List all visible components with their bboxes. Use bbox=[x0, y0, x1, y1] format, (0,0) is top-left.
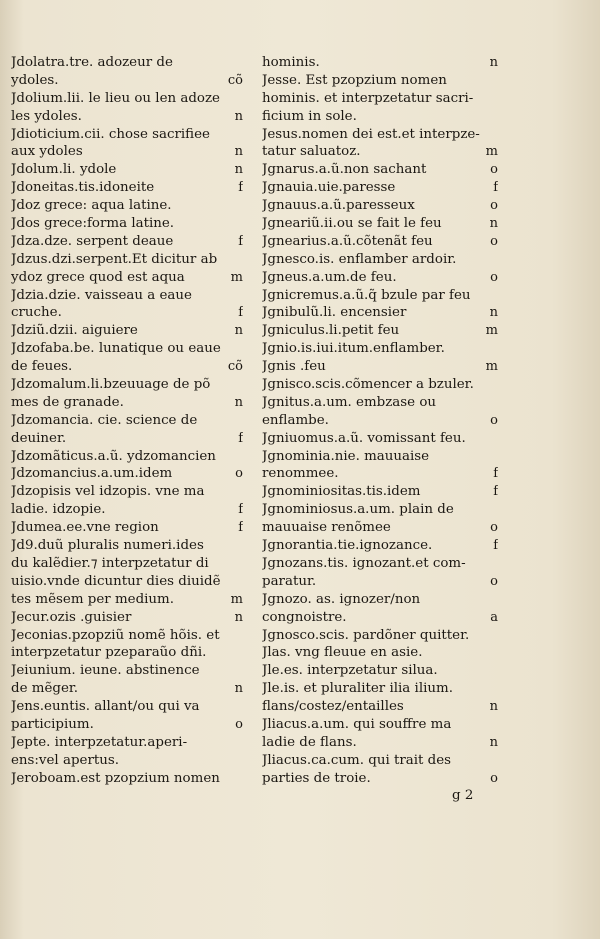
gender-mark: f bbox=[238, 305, 243, 321]
entry-text: Jdzomãticus.a.ũ. ydzomancien bbox=[11, 448, 216, 464]
gender-mark: o bbox=[490, 412, 498, 428]
entry-text: Jdzus.dzi.serpent.Et dicitur ab bbox=[11, 251, 218, 267]
entry-line bbox=[11, 251, 243, 269]
entry-line bbox=[11, 501, 243, 519]
entry-text: deuiner. bbox=[11, 430, 67, 446]
entry-line bbox=[11, 716, 243, 734]
entry-text: Jgniculus.li.petit feu bbox=[262, 323, 400, 339]
entry-text: Jgnozans.tis. ignozant.et com- bbox=[262, 555, 466, 571]
entry-text: Jdioticium.cii. chose sacrifiee bbox=[11, 126, 210, 142]
entry-line bbox=[262, 716, 498, 734]
entry-line bbox=[262, 448, 498, 466]
entry-line bbox=[11, 394, 243, 412]
entry-line bbox=[11, 161, 243, 179]
gender-mark: f bbox=[238, 502, 243, 518]
gender-mark: n bbox=[234, 144, 243, 160]
entry-text: Jgnisco.scis.cõmencer a bzuler. bbox=[262, 377, 474, 393]
entry-line bbox=[262, 376, 498, 394]
entry-text: Jgnauia.uie.paresse bbox=[262, 180, 396, 196]
gender-mark: m bbox=[485, 323, 498, 339]
entry-line bbox=[262, 251, 498, 269]
entry-line bbox=[262, 269, 498, 287]
entry-line bbox=[11, 54, 243, 72]
entry-text: Jdzia.dzie. vaisseau a eaue bbox=[11, 287, 192, 303]
entry-line bbox=[11, 376, 243, 394]
entry-line bbox=[11, 304, 243, 322]
gender-mark: f bbox=[238, 233, 243, 249]
entry-line bbox=[11, 269, 243, 287]
entry-text: Jgnis .feu bbox=[262, 359, 326, 375]
entry-line bbox=[11, 609, 243, 627]
entry-line bbox=[262, 287, 498, 305]
entry-text: hominis. bbox=[262, 55, 320, 70]
entry-text: Jdoz grece: aqua latine. bbox=[11, 198, 172, 214]
entry-line bbox=[11, 627, 243, 645]
entry-text: mauuaise renõmee bbox=[262, 520, 391, 536]
entry-text: tes mẽsem per medium. bbox=[11, 591, 175, 607]
entry-text: du kalẽdier.⁊ interpzetatur di bbox=[11, 555, 209, 571]
entry-line bbox=[262, 537, 498, 555]
entry-line bbox=[11, 698, 243, 716]
entry-line bbox=[262, 555, 498, 573]
entry-line bbox=[262, 54, 498, 72]
gender-mark: a bbox=[490, 609, 498, 625]
entry-line bbox=[11, 483, 243, 501]
entry-line bbox=[262, 90, 498, 108]
gender-mark: n bbox=[489, 55, 498, 70]
entry-text: aux ydoles bbox=[11, 144, 83, 160]
entry-text: participium. bbox=[11, 716, 94, 732]
entry-line bbox=[262, 734, 498, 752]
entry-line bbox=[262, 394, 498, 412]
entry-text: de feues. bbox=[11, 359, 73, 375]
entry-text: Jgnorantia.tie.ignozance. bbox=[262, 538, 433, 554]
entry-text: Jle.is. et pluraliter ilia ilium. bbox=[262, 681, 453, 697]
entry-text: Jdzopisis vel idzopis. vne ma bbox=[11, 484, 205, 500]
entry-line bbox=[262, 233, 498, 251]
entry-text: Jgniuomus.a.ũ. vomissant feu. bbox=[262, 430, 466, 446]
entry-text: enflambe. bbox=[262, 412, 329, 428]
gender-mark: m bbox=[230, 591, 243, 607]
entry-text: les ydoles. bbox=[11, 108, 82, 124]
gender-mark: n bbox=[489, 734, 498, 750]
entry-text: Jdolatra.tre. adozeur de bbox=[11, 55, 173, 70]
entry-text: tatur saluatoz. bbox=[262, 144, 361, 160]
entry-text: mes de granade. bbox=[11, 394, 124, 410]
entry-text: Jlas. vng fleuue en asie. bbox=[262, 645, 423, 661]
entry-line bbox=[262, 340, 498, 358]
entry-line bbox=[11, 143, 243, 161]
gender-mark: n bbox=[489, 305, 498, 321]
entry-line bbox=[262, 215, 498, 233]
entry-line bbox=[262, 161, 498, 179]
entry-line bbox=[11, 215, 243, 233]
right-column bbox=[262, 54, 498, 788]
entry-line bbox=[11, 465, 243, 483]
gender-mark: o bbox=[235, 716, 243, 732]
entry-line bbox=[262, 430, 498, 448]
entry-line bbox=[11, 340, 243, 358]
entry-text: interpzetatur pzeparaũo dñi. bbox=[11, 645, 207, 661]
left-column bbox=[11, 54, 243, 788]
gender-mark: n bbox=[489, 699, 498, 715]
entry-line bbox=[11, 662, 243, 680]
entry-text: Jle.es. interpzetatur silua. bbox=[262, 663, 438, 679]
entry-text: Jgneus.a.um.de feu. bbox=[262, 269, 397, 285]
entry-text: Jdolum.li. ydole bbox=[11, 162, 117, 178]
entry-text: Jgnozo. as. ignozer/non bbox=[262, 591, 421, 607]
entry-line bbox=[11, 322, 243, 340]
entry-line bbox=[11, 108, 243, 126]
entry-text: congnoistre. bbox=[262, 609, 347, 625]
gender-mark: f bbox=[238, 430, 243, 446]
entry-text: ladie. idzopie. bbox=[11, 502, 106, 518]
entry-line bbox=[11, 448, 243, 466]
entry-line bbox=[262, 179, 498, 197]
entry-line bbox=[262, 72, 498, 90]
gender-mark: f bbox=[493, 180, 498, 196]
entry-line bbox=[262, 358, 498, 376]
entry-line bbox=[11, 90, 243, 108]
entry-line bbox=[262, 770, 498, 788]
entry-text: Jeconias.pzopziũ nomẽ hõis. et bbox=[11, 627, 220, 643]
entry-text: cruche. bbox=[11, 305, 62, 321]
entry-line bbox=[262, 591, 498, 609]
entry-text: Jliacus.a.um. qui souffre ma bbox=[262, 716, 452, 732]
entry-line bbox=[262, 126, 498, 144]
entry-text: Jgnicremus.a.ũ.q̃ bzule par feu bbox=[262, 287, 471, 303]
entry-line bbox=[11, 412, 243, 430]
entry-text: Jesse. Est pzopzium nomen bbox=[262, 72, 447, 88]
entry-text: flans/costez/entailles bbox=[262, 699, 404, 715]
entry-line bbox=[262, 662, 498, 680]
entry-text: Jgnauus.a.ũ.paresseux bbox=[262, 198, 415, 214]
gender-mark: f bbox=[493, 466, 498, 482]
entry-line bbox=[262, 465, 498, 483]
entry-text: ladie de flans. bbox=[262, 734, 357, 750]
gender-mark: cõ bbox=[227, 359, 243, 375]
entry-text: Jdzomancia. cie. science de bbox=[11, 412, 198, 428]
entry-line bbox=[11, 591, 243, 609]
entry-text: Jgnitus.a.um. embzase ou bbox=[262, 394, 437, 410]
entry-line bbox=[11, 734, 243, 752]
gender-mark: n bbox=[489, 216, 498, 232]
entry-text: Jgnearius.a.ũ.cõtenãt feu bbox=[262, 233, 433, 249]
entry-text: Jdziũ.dzii. aiguiere bbox=[11, 323, 138, 339]
entry-text: Jdzofaba.be. lunatique ou eaue bbox=[11, 341, 221, 357]
entry-line bbox=[11, 573, 243, 591]
entry-text: Jepte. interpzetatur.aperi- bbox=[11, 734, 188, 750]
entry-line bbox=[11, 126, 243, 144]
entry-line bbox=[11, 72, 243, 90]
gender-mark: m bbox=[485, 359, 498, 375]
entry-line bbox=[11, 358, 243, 376]
entry-line bbox=[262, 483, 498, 501]
entry-text: Jgnibulũ.li. encensier bbox=[262, 305, 407, 321]
entry-text: Jgnominiositas.tis.idem bbox=[262, 484, 421, 500]
entry-line bbox=[11, 179, 243, 197]
entry-text: Jdzomalum.li.bzeuuage de põ bbox=[11, 377, 211, 393]
gender-mark: m bbox=[230, 269, 243, 285]
entry-text: ficium in sole. bbox=[262, 108, 357, 124]
entry-text: Jliacus.ca.cum. qui trait des bbox=[262, 752, 452, 768]
gender-mark: f bbox=[493, 538, 498, 554]
entry-text: Jdoneitas.tis.idoneite bbox=[11, 180, 155, 196]
entry-line bbox=[262, 609, 498, 627]
entry-line bbox=[262, 644, 498, 662]
gender-mark: n bbox=[234, 108, 243, 124]
entry-text: hominis. et interpzetatur sacri- bbox=[262, 90, 474, 106]
entry-text: Jecur.ozis .guisier bbox=[11, 609, 132, 625]
entry-line bbox=[11, 233, 243, 251]
entry-line bbox=[11, 430, 243, 448]
gender-mark: n bbox=[234, 162, 243, 178]
entry-line bbox=[262, 698, 498, 716]
entry-line bbox=[11, 752, 243, 770]
gender-mark: m bbox=[485, 144, 498, 160]
entry-line bbox=[262, 501, 498, 519]
entry-text: Jgnesco.is. enflamber ardoir. bbox=[262, 251, 457, 267]
entry-line bbox=[262, 108, 498, 126]
entry-line bbox=[262, 197, 498, 215]
entry-text: Jgneariũ.ii.ou se fait le feu bbox=[262, 216, 442, 232]
entry-text: parties de troie. bbox=[262, 770, 371, 786]
gender-mark: f bbox=[238, 520, 243, 536]
gender-mark: o bbox=[490, 269, 498, 285]
entry-text: Jgnarus.a.ũ.non sachant bbox=[262, 162, 427, 178]
gender-mark: n bbox=[234, 323, 243, 339]
entry-line bbox=[262, 143, 498, 161]
entry-text: Jd9.duũ pluralis numeri.ides bbox=[11, 538, 204, 554]
gender-mark: n bbox=[234, 681, 243, 697]
entry-text: renommee. bbox=[262, 466, 339, 482]
gender-mark: n bbox=[234, 394, 243, 410]
entry-line bbox=[11, 555, 243, 573]
entry-text: paratur. bbox=[262, 573, 317, 589]
entry-line bbox=[262, 519, 498, 537]
entry-text: uisio.vnde dicuntur dies diuidẽ bbox=[11, 573, 221, 589]
entry-line bbox=[11, 519, 243, 537]
entry-text: Jdumea.ee.vne region bbox=[11, 520, 159, 536]
gender-mark: f bbox=[493, 484, 498, 500]
entry-line bbox=[11, 537, 243, 555]
entry-line bbox=[262, 412, 498, 430]
entry-line bbox=[262, 573, 498, 591]
entry-text: Jgnosco.scis. pardõner quitter. bbox=[262, 627, 470, 643]
signature-mark: g 2 bbox=[452, 788, 474, 803]
entry-text: Jdzomancius.a.um.idem bbox=[11, 466, 173, 482]
entry-text: Jesus.nomen dei est.et interpze- bbox=[262, 126, 480, 142]
entry-line bbox=[262, 322, 498, 340]
entry-text: Jgnio.is.iui.itum.enflamber. bbox=[262, 341, 445, 357]
entry-text: de mẽger. bbox=[11, 681, 79, 697]
gender-mark: o bbox=[490, 520, 498, 536]
entry-text: Jeroboam.est pzopzium nomen bbox=[11, 770, 220, 786]
gender-mark: o bbox=[490, 198, 498, 214]
entry-text: Jeiunium. ieune. abstinence bbox=[11, 663, 200, 679]
entry-line bbox=[262, 752, 498, 770]
entry-text: Jgnominia.nie. mauuaise bbox=[262, 448, 430, 464]
entry-line bbox=[11, 197, 243, 215]
entry-text: Jdza.dze. serpent deaue bbox=[11, 233, 174, 249]
gender-mark: o bbox=[490, 233, 498, 249]
entry-line bbox=[11, 680, 243, 698]
entry-text: ydoles. bbox=[11, 72, 59, 88]
entry-text: Jgnominiosus.a.um. plain de bbox=[262, 502, 454, 518]
entry-line bbox=[11, 287, 243, 305]
entry-text: Jdos grece:forma latine. bbox=[11, 216, 175, 232]
entry-line bbox=[262, 680, 498, 698]
entry-line bbox=[262, 304, 498, 322]
gender-mark: o bbox=[490, 770, 498, 786]
gender-mark: n bbox=[234, 609, 243, 625]
entry-line bbox=[11, 770, 243, 788]
entry-line bbox=[11, 644, 243, 662]
gender-mark: f bbox=[238, 180, 243, 196]
entry-text: Jens.euntis. allant/ou qui va bbox=[11, 699, 200, 715]
gender-mark: o bbox=[490, 573, 498, 589]
gender-mark: o bbox=[235, 466, 243, 482]
gender-mark: cõ bbox=[227, 72, 243, 88]
entry-text: Jdolium.lii. le lieu ou len adoze bbox=[11, 90, 220, 106]
entry-text: ens:vel apertus. bbox=[11, 752, 119, 768]
entry-text: ydoz grece quod est aqua bbox=[11, 269, 185, 285]
entry-line bbox=[262, 627, 498, 645]
gender-mark: o bbox=[490, 162, 498, 178]
